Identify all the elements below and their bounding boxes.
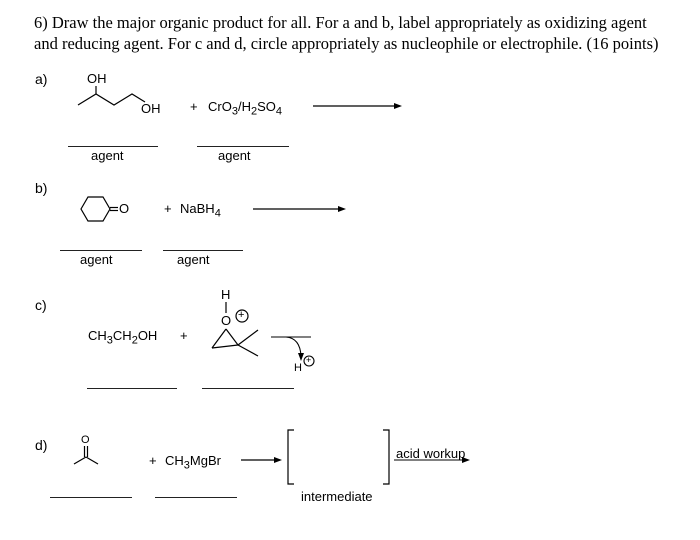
answer-blank-a-left[interactable] xyxy=(68,146,158,147)
answer-blank-a-right[interactable] xyxy=(197,146,289,147)
question-line-2: and reducing agent. For c and d, circle appropriately as nucleophile or electrophile. (16 points) xyxy=(34,34,659,53)
reaction-arrow-a xyxy=(313,103,402,109)
sodium-borohydride: NaBH$_4$ xyxy=(180,201,221,220)
oxonium-oxygen: O xyxy=(221,313,232,328)
reaction-arrow-d xyxy=(241,457,282,463)
ethanol-formula: $CH_3CH_2OH$ xyxy=(88,328,158,347)
answer-blank-b-left[interactable] xyxy=(60,250,142,251)
oxonium-hydrogen: H xyxy=(221,287,231,302)
answer-blank-c-right[interactable] xyxy=(202,388,294,389)
hydroxyl-top-label: OH xyxy=(87,71,107,86)
intermediate-brackets xyxy=(288,430,389,484)
jones-reagent: $CrO_3/H_2SO_4$ xyxy=(208,99,283,118)
answer-blank-c-left[interactable] xyxy=(87,388,177,389)
intermediate-label: intermediate xyxy=(301,489,373,504)
positive-charge-icon: + xyxy=(238,309,245,321)
part-d-label: d) xyxy=(35,437,48,453)
diol-structure xyxy=(78,86,145,105)
hydroxyl-terminal-label: OH xyxy=(141,101,161,116)
proton-charge-icon: + xyxy=(306,355,312,365)
reaction-arrow-b xyxy=(253,206,346,212)
part-a-label: a) xyxy=(35,71,48,87)
grignard-reagent: $CH_3MgBr$ xyxy=(165,453,221,472)
part-b-label: b) xyxy=(35,180,48,196)
answer-blank-d-left[interactable] xyxy=(50,497,132,498)
agent-label-a-left: agent xyxy=(91,148,124,163)
plus-sign-a: + xyxy=(190,99,198,114)
plus-sign-b: + xyxy=(164,201,172,216)
agent-label-a-right: agent xyxy=(218,148,251,163)
agent-label-b-right: agent xyxy=(177,252,210,267)
leaving-proton: H xyxy=(294,362,302,374)
acetone-structure xyxy=(74,446,98,464)
plus-sign-c: + xyxy=(180,328,188,343)
plus-sign-d: + xyxy=(149,453,157,468)
cyclohexanone-structure xyxy=(81,197,118,221)
protonated-epoxide-structure xyxy=(212,302,258,356)
answer-blank-d-right[interactable] xyxy=(155,497,237,498)
carbonyl-oxygen-b: O xyxy=(119,201,130,216)
carbonyl-oxygen-d: O xyxy=(81,434,90,446)
acid-workup-label: acid workup xyxy=(396,446,466,461)
answer-blank-b-right[interactable] xyxy=(163,250,243,251)
agent-label-b-left: agent xyxy=(80,252,113,267)
part-c-label: c) xyxy=(35,297,47,313)
question-line-1: 6) Draw the major organic product for all. For a and b, label appropriately as oxidizing agent xyxy=(34,13,647,32)
